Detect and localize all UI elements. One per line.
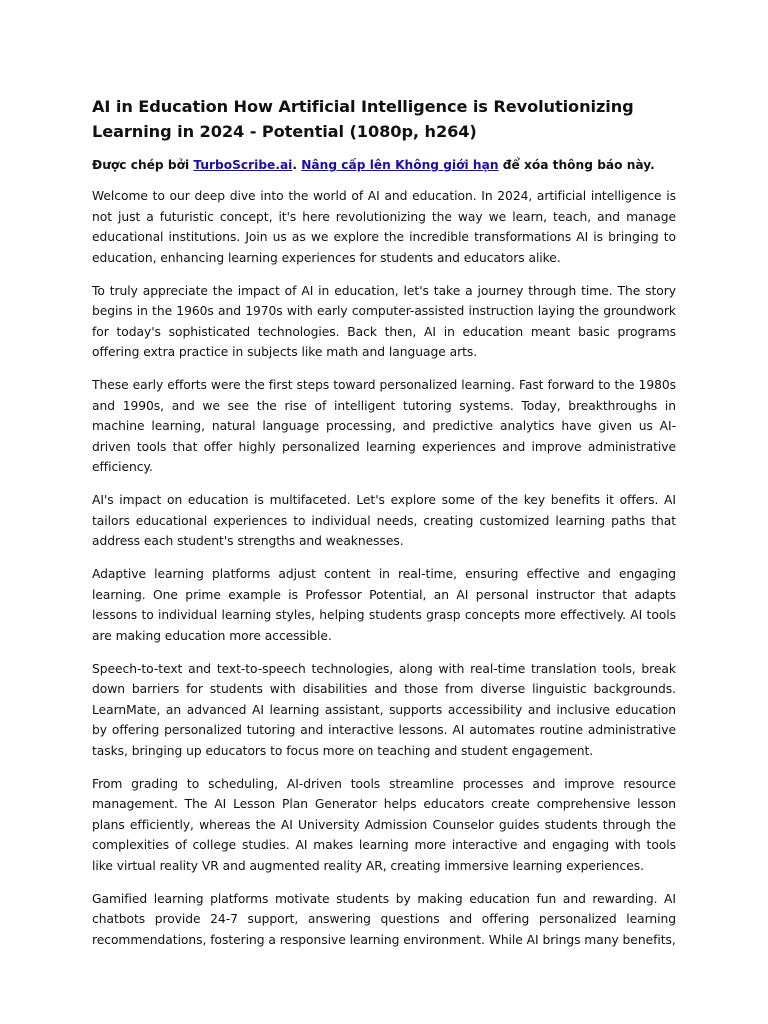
- paragraph-5: Adaptive learning platforms adjust content in real-time, ensuring effective and engaging learning. One prime example is Professor Potential, an AI personal instructor that adapts lessons to individual learning styles, helping students grasp concepts more effectively. AI tools are making education more accessible.: [92, 567, 676, 643]
- paragraph-1: Welcome to our deep dive into the world of AI and education. In 2024, artificial intelligence is not just a futuristic concept, it's here revolutionizing the way we learn, teach, and manage educational institutions. Join us as we explore the incredible transformations AI is bringing to education, enhancing learning experiences for students and educators alike.: [92, 189, 676, 265]
- paragraph-6: Speech-to-text and text-to-speech technologies, along with real-time translation tools, break down barriers for students with disabilities and those from diverse linguistic backgrounds. LearnMate, an advanced AI learning assistant, supports accessibility and inclusive education by offering personalized tutoring and interactive lessons. AI automates routine administrative tasks, bringing up educators to focus more on teaching and student engagement.: [92, 661, 676, 758]
- transcription-credit: [92, 156, 676, 174]
- paragraph-8: Gamified learning platforms motivate students by making education fun and rewarding. AI chatbots provide 24-7 support, answering questions and offering personalized learning recommendations, fostering a responsive learning environment. While AI brings many benefits,: [92, 891, 676, 947]
- credit-separator: .: [292, 158, 302, 172]
- document-body: [92, 94, 676, 963]
- paragraph-7: From grading to scheduling, AI-driven tools streamline processes and improve resource management. The AI Lesson Plan Generator helps educators create comprehensive lesson plans efficiently, whereas the AI University Admission Counselor guides students through the complexities of college studies. AI makes learning more interactive and engaging with tools like virtual reality VR and augmented reality AR, creating immersive learning experiences.: [92, 776, 676, 873]
- document-title: AI in Education How Artificial Intelligence is Revolutionizing Learning in 2024 - Potential (1080p, h264): [92, 97, 634, 141]
- turboscribe-link[interactable]: TurboScribe.ai: [193, 158, 293, 172]
- paragraph-4: AI's impact on education is multifaceted. Let's explore some of the key benefits it offers. AI tailors educational experiences to individual needs, creating customized learning paths that address each student's strengths and weaknesses.: [92, 493, 676, 548]
- upgrade-link[interactable]: Nâng cấp lên Không giới hạn: [301, 158, 499, 172]
- paragraph-3: These early efforts were the first steps toward personalized learning. Fast forward to the 1980s and 1990s, and we see the rise of intelligent tutoring systems. Today, breakthroughs in machine learning, natural language processing, and predictive analytics have given us AI-driven tools that offer highly personalized learning experiences and improve administrative efficiency.: [92, 378, 676, 474]
- credit-suffix: để xóa thông báo này.: [498, 158, 655, 172]
- credit-prefix: Được chép bởi: [92, 158, 194, 172]
- paragraph-2: To truly appreciate the impact of AI in education, let's take a journey through time. The story begins in the 1960s and 1970s with early computer-assisted instruction laying the groundwork for today's sophisticated technologies. Back then, AI in education meant basic programs offering extra practice in subjects like math and language arts.: [92, 283, 676, 359]
